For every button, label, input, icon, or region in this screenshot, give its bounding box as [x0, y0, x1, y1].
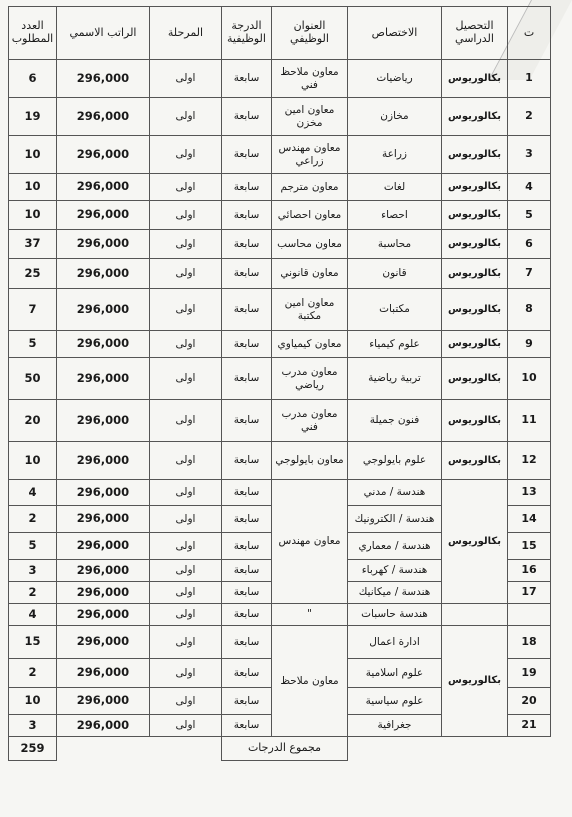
specialization-cell: فنون جميلة — [348, 400, 442, 442]
table-row — [9, 289, 551, 331]
seq-cell: 16 — [508, 560, 551, 582]
stage-cell: اولى — [150, 480, 222, 506]
job-title-cell: معاون ملاحظ — [272, 626, 348, 737]
stage-cell: اولى — [150, 259, 222, 289]
job-grade-cell: سابعة — [222, 533, 272, 560]
seq-cell: 7 — [508, 259, 551, 289]
specialization-cell: هندسة / الكترونيك — [348, 506, 442, 533]
qualification-cell: بكالوريوس — [442, 230, 508, 259]
specialization-cell: زراعة — [348, 136, 442, 174]
salary-cell: 296,000 — [57, 400, 150, 442]
job-grade-cell: سابعة — [222, 259, 272, 289]
qualification-cell: بكالوريوس — [442, 331, 508, 358]
salary-cell: 296,000 — [57, 259, 150, 289]
stage-cell: اولى — [150, 626, 222, 659]
job-title-cell: " — [272, 604, 348, 626]
specialization-cell: لغات — [348, 174, 442, 201]
specialization-cell: مكتبات — [348, 289, 442, 331]
qualification-cell: بكالوريوس — [442, 400, 508, 442]
table-row — [9, 358, 551, 400]
qualification-cell: بكالوريوس — [442, 289, 508, 331]
seq-cell: 14 — [508, 506, 551, 533]
blank-cell — [57, 737, 222, 761]
count-cell: 5 — [9, 331, 57, 358]
qualification-cell — [442, 604, 508, 626]
header-job-grade: الدرجة الوظيفية — [222, 7, 272, 60]
seq-cell: 15 — [508, 533, 551, 560]
job-grade-cell: سابعة — [222, 604, 272, 626]
job-grade-cell: سابعة — [222, 659, 272, 688]
job-grade-cell: سابعة — [222, 715, 272, 737]
stage-cell: اولى — [150, 201, 222, 230]
table-row — [9, 230, 551, 259]
stage-cell: اولى — [150, 98, 222, 136]
specialization-cell: ادارة اعمال — [348, 626, 442, 659]
job-title-cell: معاون مدرب فني — [272, 400, 348, 442]
salary-cell: 296,000 — [57, 60, 150, 98]
salary-cell: 296,000 — [57, 174, 150, 201]
salary-cell: 296,000 — [57, 98, 150, 136]
job-grade-cell: سابعة — [222, 480, 272, 506]
count-cell: 37 — [9, 230, 57, 259]
specialization-cell: علوم كيمياء — [348, 331, 442, 358]
job-grade-cell: سابعة — [222, 688, 272, 715]
stage-cell: اولى — [150, 442, 222, 480]
salary-cell: 296,000 — [57, 604, 150, 626]
job-grade-cell: سابعة — [222, 626, 272, 659]
stage-cell: اولى — [150, 60, 222, 98]
job-grade-cell: سابعة — [222, 442, 272, 480]
specialization-cell: مخازن — [348, 98, 442, 136]
stage-cell: اولى — [150, 560, 222, 582]
table-row — [9, 331, 551, 358]
specialization-cell: هندسة / معماري — [348, 533, 442, 560]
salary-cell: 296,000 — [57, 480, 150, 506]
seq-cell: 19 — [508, 659, 551, 688]
salary-cell: 296,000 — [57, 230, 150, 259]
specialization-cell: علوم سياسية — [348, 688, 442, 715]
header-qualification: التحصيل الدراسي — [442, 7, 508, 60]
qualification-cell: بكالوريوس — [442, 480, 508, 604]
specialization-cell: علوم بايولوجي — [348, 442, 442, 480]
count-cell: 10 — [9, 136, 57, 174]
qualification-cell: بكالوريوس — [442, 259, 508, 289]
stage-cell: اولى — [150, 659, 222, 688]
seq-cell: 2 — [508, 98, 551, 136]
count-cell: 20 — [9, 400, 57, 442]
qualification-cell: بكالوريوس — [442, 136, 508, 174]
total-row — [9, 737, 551, 761]
stage-cell: اولى — [150, 715, 222, 737]
table-row — [9, 174, 551, 201]
seq-cell: 17 — [508, 582, 551, 604]
job-grade-cell: سابعة — [222, 60, 272, 98]
stage-cell: اولى — [150, 230, 222, 259]
stage-cell: اولى — [150, 604, 222, 626]
seq-cell: 4 — [508, 174, 551, 201]
count-cell: 3 — [9, 715, 57, 737]
job-title-cell: معاون بايولوجي — [272, 442, 348, 480]
job-title-cell: معاون كيمياوي — [272, 331, 348, 358]
count-cell: 50 — [9, 358, 57, 400]
header-stage: المرحلة — [150, 7, 222, 60]
seq-cell: 1 — [508, 60, 551, 98]
salary-cell: 296,000 — [57, 560, 150, 582]
header-seq: ت — [508, 7, 551, 60]
count-cell: 5 — [9, 533, 57, 560]
count-cell: 10 — [9, 174, 57, 201]
specialization-cell: هندسة حاسبات — [348, 604, 442, 626]
stage-cell: اولى — [150, 174, 222, 201]
salary-cell: 296,000 — [57, 331, 150, 358]
count-cell: 6 — [9, 60, 57, 98]
specialization-cell: جغرافية — [348, 715, 442, 737]
count-cell: 10 — [9, 688, 57, 715]
specialization-cell: محاسبة — [348, 230, 442, 259]
job-grade-cell: سابعة — [222, 358, 272, 400]
table-row — [9, 442, 551, 480]
salary-cell: 296,000 — [57, 659, 150, 688]
job-title-cell: معاون محاسب — [272, 230, 348, 259]
salary-cell: 296,000 — [57, 533, 150, 560]
job-grade-cell: سابعة — [222, 560, 272, 582]
seq-cell: 6 — [508, 230, 551, 259]
job-grade-cell: سابعة — [222, 289, 272, 331]
count-cell: 4 — [9, 480, 57, 506]
table-row — [9, 259, 551, 289]
seq-cell: 13 — [508, 480, 551, 506]
total-value: 259 — [9, 737, 57, 761]
header-job-title: العنوان الوظيفي — [272, 7, 348, 60]
count-cell: 2 — [9, 582, 57, 604]
qualification-cell: بكالوريوس — [442, 442, 508, 480]
qualification-cell: بكالوريوس — [442, 60, 508, 98]
job-grade-cell: سابعة — [222, 136, 272, 174]
total-label: مجموع الدرجات — [222, 737, 348, 761]
specialization-cell: رياضيات — [348, 60, 442, 98]
count-cell: 15 — [9, 626, 57, 659]
job-title-cell: معاون احصائي — [272, 201, 348, 230]
vacancies-table — [8, 6, 551, 761]
count-cell: 3 — [9, 560, 57, 582]
job-grade-cell: سابعة — [222, 582, 272, 604]
seq-cell: 10 — [508, 358, 551, 400]
salary-cell: 296,000 — [57, 136, 150, 174]
table-row — [9, 604, 551, 626]
specialization-cell: هندسة / ميكانيك — [348, 582, 442, 604]
table-row — [9, 136, 551, 174]
count-cell: 10 — [9, 442, 57, 480]
seq-cell: 3 — [508, 136, 551, 174]
stage-cell: اولى — [150, 582, 222, 604]
header-specialization: الاختصاص — [348, 7, 442, 60]
table-row — [9, 201, 551, 230]
stage-cell: اولى — [150, 136, 222, 174]
salary-cell: 296,000 — [57, 289, 150, 331]
count-cell: 19 — [9, 98, 57, 136]
seq-cell: 8 — [508, 289, 551, 331]
job-grade-cell: سابعة — [222, 331, 272, 358]
salary-cell: 296,000 — [57, 358, 150, 400]
job-title-cell: معاون ملاحظ فني — [272, 60, 348, 98]
count-cell: 2 — [9, 659, 57, 688]
specialization-cell: هندسة / مدني — [348, 480, 442, 506]
qualification-cell: بكالوريوس — [442, 98, 508, 136]
blank-cell — [348, 737, 551, 761]
job-title-cell: معاون قانوني — [272, 259, 348, 289]
salary-cell: 296,000 — [57, 201, 150, 230]
job-grade-cell: سابعة — [222, 506, 272, 533]
specialization-cell: تربية رياضية — [348, 358, 442, 400]
count-cell: 25 — [9, 259, 57, 289]
table-row — [9, 626, 551, 659]
stage-cell: اولى — [150, 400, 222, 442]
job-title-cell: معاون مترجم — [272, 174, 348, 201]
job-grade-cell: سابعة — [222, 174, 272, 201]
job-grade-cell: سابعة — [222, 98, 272, 136]
table-row — [9, 98, 551, 136]
count-cell: 7 — [9, 289, 57, 331]
specialization-cell: قانون — [348, 259, 442, 289]
qualification-cell: بكالوريوس — [442, 201, 508, 230]
seq-cell: 12 — [508, 442, 551, 480]
job-title-cell: معاون مهندس — [272, 480, 348, 604]
count-cell: 2 — [9, 506, 57, 533]
qualification-cell: بكالوريوس — [442, 174, 508, 201]
seq-cell: 11 — [508, 400, 551, 442]
table-row — [9, 400, 551, 442]
header-salary: الراتب الاسمي — [57, 7, 150, 60]
seq-cell — [508, 604, 551, 626]
salary-cell: 296,000 — [57, 626, 150, 659]
seq-cell: 5 — [508, 201, 551, 230]
seq-cell: 9 — [508, 331, 551, 358]
job-grade-cell: سابعة — [222, 230, 272, 259]
job-title-cell: معاون مهندس زراعي — [272, 136, 348, 174]
seq-cell: 20 — [508, 688, 551, 715]
job-grade-cell: سابعة — [222, 201, 272, 230]
job-grade-cell: سابعة — [222, 400, 272, 442]
qualification-cell: بكالوريوس — [442, 358, 508, 400]
seq-cell: 21 — [508, 715, 551, 737]
table-row — [9, 480, 551, 506]
specialization-cell: علوم اسلامية — [348, 659, 442, 688]
stage-cell: اولى — [150, 331, 222, 358]
count-cell: 4 — [9, 604, 57, 626]
salary-cell: 296,000 — [57, 582, 150, 604]
count-cell: 10 — [9, 201, 57, 230]
specialization-cell: احصاء — [348, 201, 442, 230]
salary-cell: 296,000 — [57, 688, 150, 715]
job-title-cell: معاون امين مخزن — [272, 98, 348, 136]
stage-cell: اولى — [150, 688, 222, 715]
specialization-cell: هندسة / كهرباء — [348, 560, 442, 582]
header-count: العدد المطلوب — [9, 7, 57, 60]
stage-cell: اولى — [150, 533, 222, 560]
stage-cell: اولى — [150, 289, 222, 331]
salary-cell: 296,000 — [57, 715, 150, 737]
seq-cell: 18 — [508, 626, 551, 659]
qualification-cell: بكالوريوس — [442, 626, 508, 737]
job-title-cell: معاون امين مكتبة — [272, 289, 348, 331]
stage-cell: اولى — [150, 358, 222, 400]
salary-cell: 296,000 — [57, 506, 150, 533]
salary-cell: 296,000 — [57, 442, 150, 480]
header-row — [9, 7, 551, 60]
table-row — [9, 60, 551, 98]
job-title-cell: معاون مدرب رياضي — [272, 358, 348, 400]
stage-cell: اولى — [150, 506, 222, 533]
